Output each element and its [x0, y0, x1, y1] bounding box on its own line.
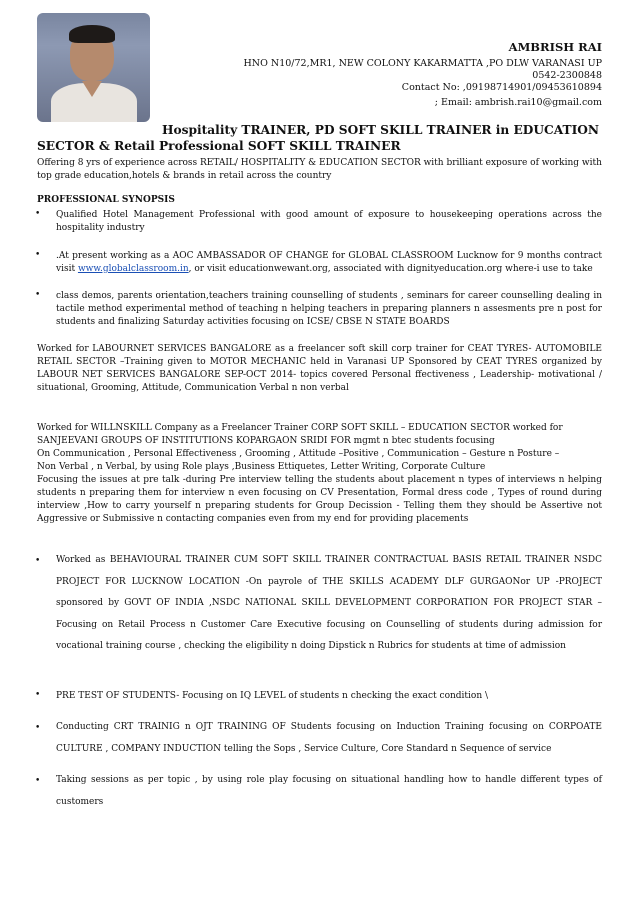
bullet-glyph: • — [35, 250, 41, 260]
email: ; Email: ambrish.rai10@gmail.com — [434, 97, 602, 108]
behavioural-trainer-bullet: Worked as BEHAVIOURAL TRAINER CUM SOFT SKILL TRAINER CONTRACTUAL BASIS RETAIL TRAINER NSDC PROJECT FOR LUCKNOW LOCATION -On payrole of THE SKILLS ACADEMY DLF GURGAONor UP -PROJECT sponsored by GOVT OF INDIA ,NSDC NATIONAL SKILL DEVELOPMENT CORPORATION FOR PROJECT STAR – Focusing on Retail Process n Customer Care Executive focusing on Counselling of students during admission for vocational training course , checking the eligibility n doing Dipstick n Rubrics for students at time of admission — [56, 555, 602, 651]
bullet-glyph: • — [35, 690, 41, 700]
bullet-glyph: • — [35, 776, 41, 786]
role-play-bullet: Taking sessions as per topic , by using role play focusing on situational handling how to handle different types of customers — [56, 775, 602, 807]
globalclassroom-link[interactable]: www.globalclassroom.in — [77, 264, 189, 274]
bullet-glyph: • — [35, 290, 41, 300]
willnskill-line-2: SANJEEVANI GROUPS OF INSTITUTIONS KOPARGAON SRIDI FOR mgmt n btec students focusing — [37, 436, 495, 446]
phone: 0542-2300848 — [532, 70, 602, 81]
bullet-glyph: • — [35, 209, 41, 219]
contact-numbers: Contact No: ,09198714901/09453610894 — [401, 82, 602, 93]
address: HNO N10/72,MR1, NEW COLONY KAKARMATTA ,PO DLW VARANASI UP — [243, 58, 602, 69]
synopsis-bullet-3: class demos, parents orientation,teachers training counselling of students , seminars for career counselling dealing in tactile method experimental method of teaching n helping teachers in preparing planners n assesments pre n post for students and finalizing Saturday activities focusing on ICSE/ CBSE N STATE BOARDS — [56, 291, 602, 327]
resume-title-line-1: Hospitality TRAINER, PD SOFT SKILL TRAINER in EDUCATION — [162, 123, 600, 137]
willnskill-line-4: Non Verbal , n Verbal, by using Role plays ,Business Ettiquetes, Letter Writing, Corporate Culture — [37, 462, 486, 472]
synopsis-bullet-2: .At present working as a AOC AMBASSADOR OF CHANGE for GLOBAL CLASSROOM Lucknow for 9 months contract visit www.globalclassroom.in, or visit educationwewant.org, associated with dignityeducation.org where-i use to take — [56, 251, 602, 274]
resume-title-line-2: SECTOR & Retail Professional SOFT SKILL TRAINER — [37, 139, 401, 153]
willnskill-focus-paragraph: Focusing the issues at pre talk -during Pre interview telling the students about placement n types of interviews n helping students n preparing them for interview n even focusing on CV Presentation, Formal dress code , Types of round during interview ,How to carry yourself n preparing students for Group Decission - Telling them they should be Assertive not Aggressive or Submissive n contacting companies even from my end for providing placements — [37, 475, 602, 524]
profile-photo — [37, 13, 150, 122]
crt-training-bullet: Conducting CRT TRAINIG n OJT TRAINING OF Students focusing on Induction Training focusing on CORPOATE CULTURE , COMPANY INDUCTION telling the Sops , Service Culture, Core Standard n Sequence of service — [56, 722, 602, 754]
bullet-glyph: • — [35, 556, 41, 566]
pre-test-bullet: PRE TEST OF STUDENTS- Focusing on IQ LEVEL of students n checking the exact condition \ — [56, 691, 489, 701]
labournet-paragraph: Worked for LABOURNET SERVICES BANGALORE as a freelancer soft skill corp trainer for CEAT TYRES- AUTOMOBILE RETAIL SECTOR –Training given to MOTOR MECHANIC held in Varanasi UP Sponsored by CEAT TYRES organized by LABOUR NET SERVICES BANGALORE SEP-OCT 2014- topics covered Personal ffectiveness , Leadership- motivational / situational, Grooming, Attitude, Communication Verbal n non verbal — [37, 344, 602, 393]
intro-text: Offering 8 yrs of experience across RETAIL/ HOSPITALITY & EDUCATION SECTOR with brilliant exposure of working with top grade education,hotels & brands in retail across the country — [37, 158, 602, 181]
synopsis-heading: PROFESSIONAL SYNOPSIS — [37, 195, 175, 205]
bullet-glyph: • — [35, 723, 41, 733]
willnskill-line-3: On Communication , Personal Effectiveness , Grooming , Attitude –Positive , Communication – Gesture n Posture – — [37, 449, 560, 459]
synopsis-bullet-1: Qualified Hotel Management Professional with good amount of exposure to housekeeping operations across the hospitality industry — [56, 210, 602, 233]
willnskill-line-1: Worked for WILLNSKILL Company as a Freelancer Trainer CORP SOFT SKILL – EDUCATION SECTOR worked for — [37, 423, 563, 433]
candidate-name: AMBRISH RAI — [508, 40, 602, 54]
